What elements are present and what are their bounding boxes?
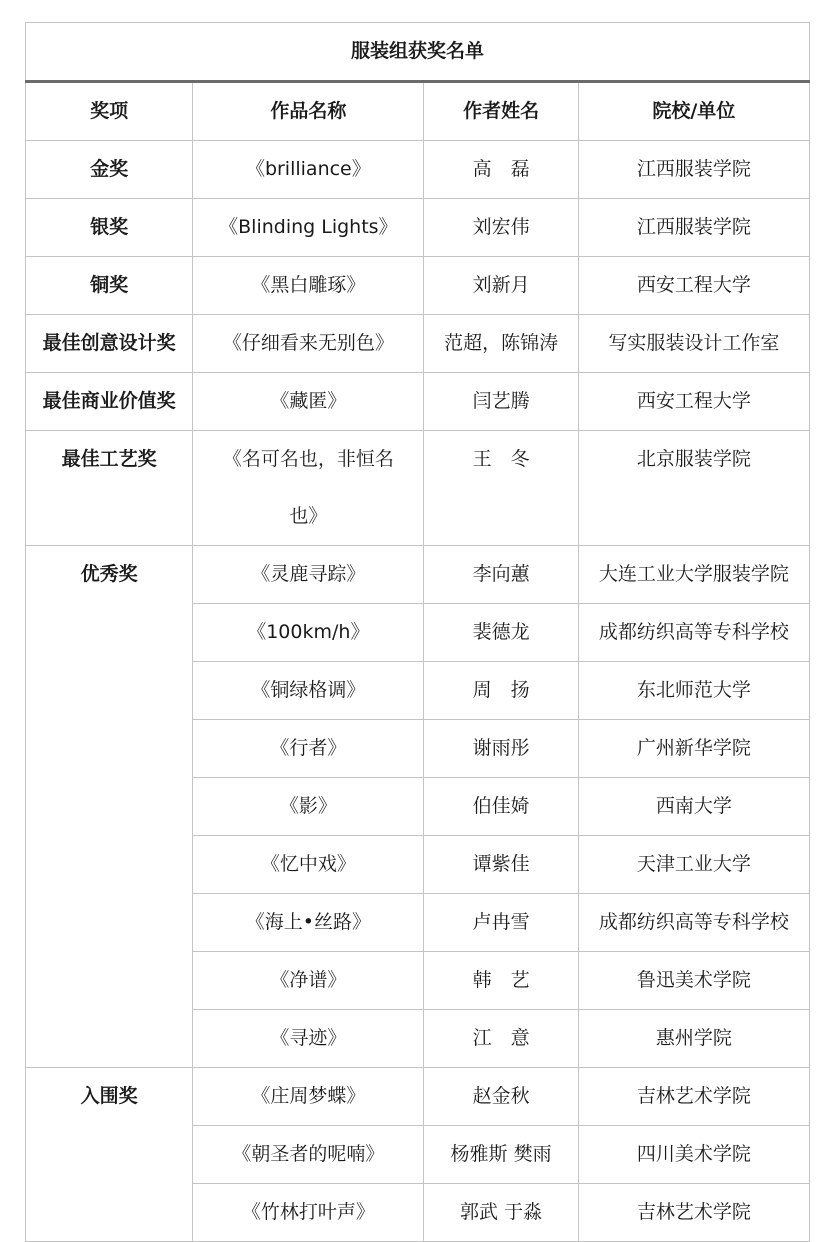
award-name: 银奖 — [26, 199, 193, 257]
award-name: 最佳创意设计奖 — [26, 315, 193, 373]
work-title: 《Blinding Lights》 — [193, 199, 424, 257]
work-title: 《灵鹿寻踪》 — [193, 546, 424, 604]
school-name: 写实服装设计工作室 — [578, 315, 809, 373]
author-name: 范超，陈锦涛 — [424, 315, 578, 373]
school-name: 成都纺织高等专科学校 — [578, 604, 809, 662]
header-work: 作品名称 — [193, 82, 424, 141]
table-row — [26, 373, 810, 431]
school-name: 吉林艺术学院 — [578, 1184, 809, 1242]
table-row — [26, 199, 810, 257]
school-name: 北京服装学院 — [578, 431, 809, 546]
work-title: 《影》 — [193, 778, 424, 836]
award-name: 最佳商业价值奖 — [26, 373, 193, 431]
header-school: 院校/单位 — [578, 82, 809, 141]
school-name: 江西服装学院 — [578, 141, 809, 199]
header-award: 奖项 — [26, 82, 193, 141]
header-row — [26, 82, 810, 141]
work-title: 《黑白雕琢》 — [193, 257, 424, 315]
school-name: 鲁迅美术学院 — [578, 952, 809, 1010]
award-table — [25, 22, 810, 1242]
author-name: 李向蕙 — [424, 546, 578, 604]
header-author: 作者姓名 — [424, 82, 578, 141]
school-name: 惠州学院 — [578, 1010, 809, 1068]
work-title: 《净谱》 — [193, 952, 424, 1010]
work-title: 《海上•丝路》 — [193, 894, 424, 952]
table-row — [26, 431, 810, 546]
work-title: 《仔细看来无别色》 — [193, 315, 424, 373]
work-title: 《竹林打叶声》 — [193, 1184, 424, 1242]
author-name: 裴德龙 — [424, 604, 578, 662]
author-name: 周 扬 — [424, 662, 578, 720]
author-name: 韩 艺 — [424, 952, 578, 1010]
table-row — [26, 546, 810, 604]
award-name: 金奖 — [26, 141, 193, 199]
author-name: 卢冉雪 — [424, 894, 578, 952]
work-title: 《寻迹》 — [193, 1010, 424, 1068]
award-name: 入围奖 — [26, 1068, 193, 1242]
author-name: 刘宏伟 — [424, 199, 578, 257]
school-name: 江西服装学院 — [578, 199, 809, 257]
author-name: 王 冬 — [424, 431, 578, 546]
school-name: 四川美术学院 — [578, 1126, 809, 1184]
school-name: 西南大学 — [578, 778, 809, 836]
author-name: 郭武 于淼 — [424, 1184, 578, 1242]
work-title: 《100km/h》 — [193, 604, 424, 662]
table-row — [26, 315, 810, 373]
work-title: 《名可名也，非恒名也》 — [193, 431, 424, 546]
award-name: 铜奖 — [26, 257, 193, 315]
work-title: 《行者》 — [193, 720, 424, 778]
school-name: 成都纺织高等专科学校 — [578, 894, 809, 952]
work-title: 《忆中戏》 — [193, 836, 424, 894]
school-name: 大连工业大学服装学院 — [578, 546, 809, 604]
award-name: 优秀奖 — [26, 546, 193, 1068]
author-name: 高 磊 — [424, 141, 578, 199]
work-title: 《朝圣者的呢喃》 — [193, 1126, 424, 1184]
author-name: 伯佳婍 — [424, 778, 578, 836]
work-title: 《庄周梦蝶》 — [193, 1068, 424, 1126]
school-name: 西安工程大学 — [578, 257, 809, 315]
school-name: 吉林艺术学院 — [578, 1068, 809, 1126]
school-name: 西安工程大学 — [578, 373, 809, 431]
author-name: 江 意 — [424, 1010, 578, 1068]
table-row — [26, 257, 810, 315]
table-title: 服装组获奖名单 — [26, 23, 810, 82]
table-row — [26, 141, 810, 199]
school-name: 东北师范大学 — [578, 662, 809, 720]
work-title: 《brilliance》 — [193, 141, 424, 199]
work-title: 《藏匿》 — [193, 373, 424, 431]
author-name: 刘新月 — [424, 257, 578, 315]
author-name: 杨雅斯 樊雨 — [424, 1126, 578, 1184]
author-name: 谭紫佳 — [424, 836, 578, 894]
author-name: 谢雨彤 — [424, 720, 578, 778]
author-name: 闫艺腾 — [424, 373, 578, 431]
award-name: 最佳工艺奖 — [26, 431, 193, 546]
school-name: 广州新华学院 — [578, 720, 809, 778]
work-title: 《铜绿格调》 — [193, 662, 424, 720]
table-row — [26, 1068, 810, 1126]
author-name: 赵金秋 — [424, 1068, 578, 1126]
school-name: 天津工业大学 — [578, 836, 809, 894]
